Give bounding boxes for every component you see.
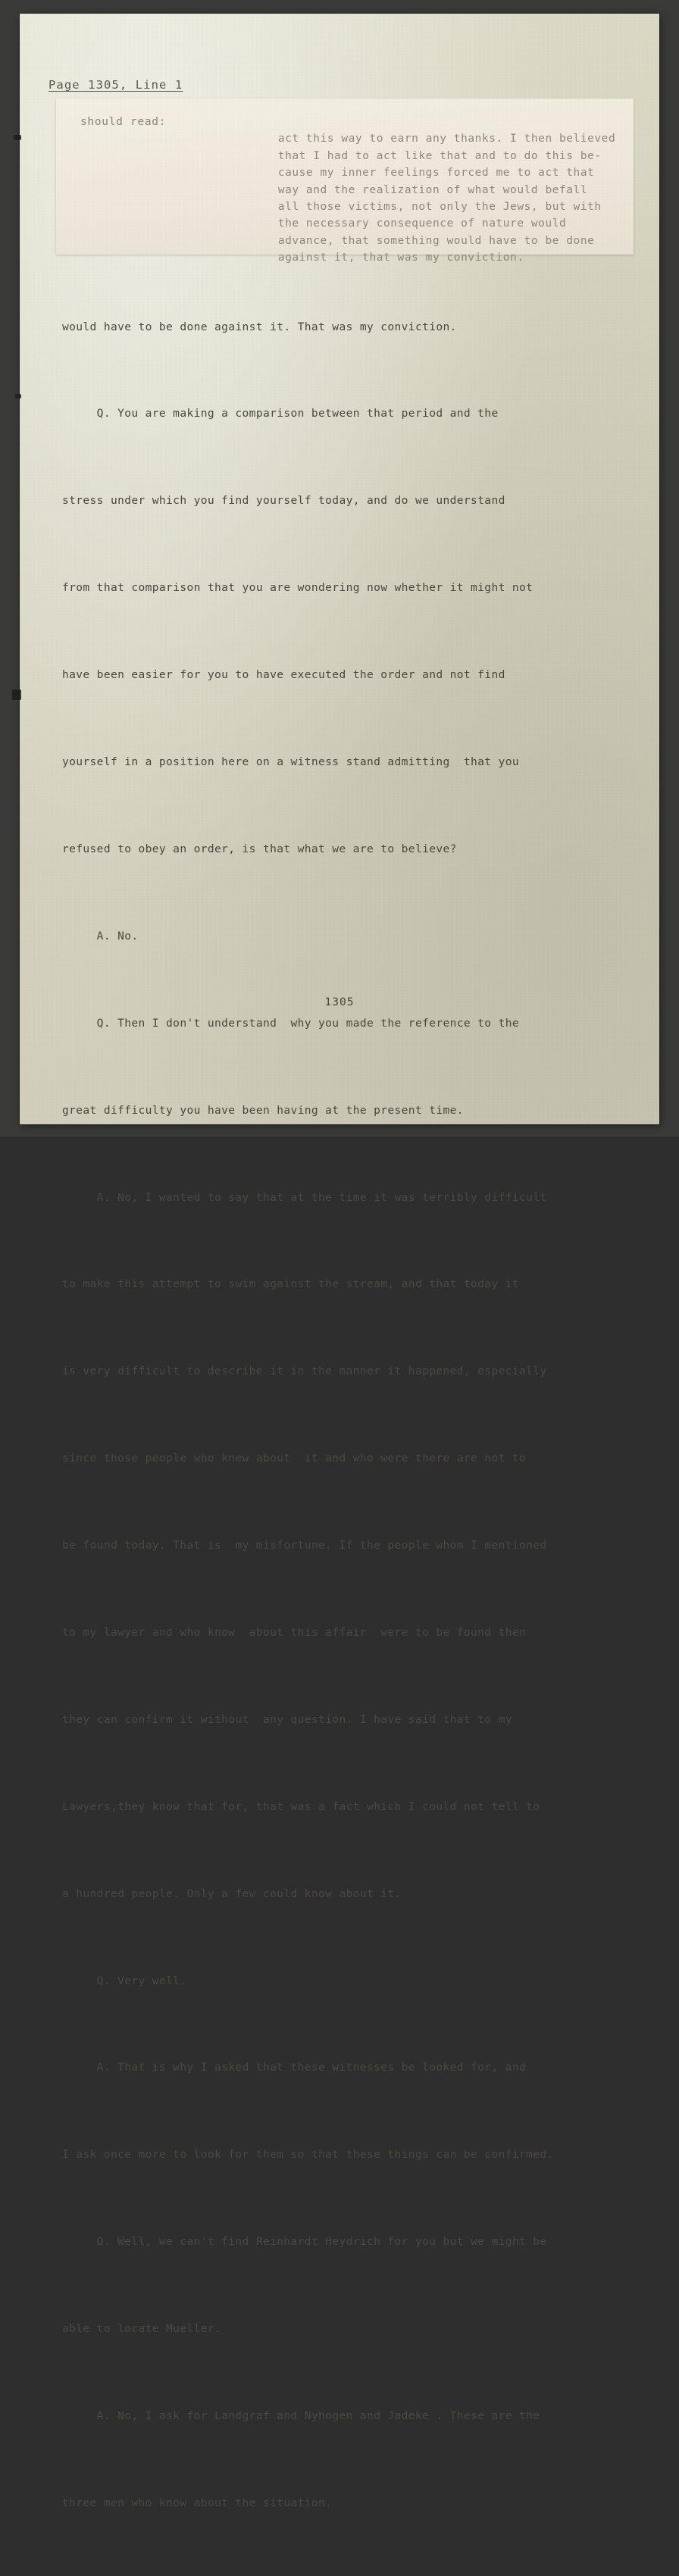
transcript-line: would have to be done against it. That was my conviction. <box>62 320 457 333</box>
page-content <box>20 14 659 2509</box>
transcript-line: Lawyers,they know that for, that was a fact which I could not tell to <box>62 1799 540 1813</box>
transcript-line: A. No. <box>62 929 139 943</box>
binding-mark <box>14 135 21 140</box>
correction-line: act this way to earn any thanks. I then believed <box>277 133 616 145</box>
correction-slip <box>56 98 634 264</box>
transcript-line: stress under which you find yourself today, and do we understand <box>62 494 505 508</box>
page-line-heading: Page 1305, Line 1 <box>48 78 183 92</box>
correction-line: cause my inner feelings forced me to act that <box>277 167 595 180</box>
transcript-line: be found today. That is my misfortune. If the people whom I mentioned <box>62 1539 547 1552</box>
binding-mark <box>12 689 21 700</box>
transcript-line: three men who know about the situation. <box>62 2496 333 2509</box>
transcript-line: Q. Then I don't understand why you made the reference to the <box>62 1016 519 1030</box>
correction-slip-label: should read: <box>80 116 167 128</box>
transcript-line: great difficulty you have been having at the present time. <box>62 1103 464 1117</box>
binding-mark <box>15 394 21 399</box>
correction-line: all those victims, not only the Jews, but with <box>277 201 602 214</box>
correction-line: the necessary consequence of nature would <box>277 217 567 230</box>
transcript-line: Q. Very well. <box>62 1974 187 1987</box>
transcript-line: A. No, I ask for Landgraf and Nyhogen and Jadeke . These are the <box>62 2409 540 2422</box>
correction-line: that I had to act like that and to do this be- <box>277 149 602 162</box>
transcript-line: to my lawyer and who know about this affair were to be found then <box>62 1625 527 1639</box>
transcript-line: Q. You are making a comparison between that period and the <box>62 407 499 420</box>
transcript-line: is very difficult to describe it in the manner it happened, especially <box>62 1365 547 1378</box>
correction-line: against it, that was my conviction. <box>277 252 524 264</box>
transcript-line: since those people who knew about it and who were there are not to <box>62 1452 527 1465</box>
transcript-line: able to locate Mueller. <box>62 2322 222 2336</box>
transcript-body <box>62 255 608 2576</box>
correction-line: way and the realization of what would befall <box>277 183 588 196</box>
transcript-line: have been easier for you to have executed the order and not find <box>62 668 505 682</box>
transcript-line: from that comparison that you are wondering now whether it might not <box>62 581 534 595</box>
transcript-line: a hundred people. Only a few could know about it. <box>62 1887 402 1900</box>
transcript-line: A. That is why I asked that these witnesses be looked for, and <box>62 2061 527 2074</box>
scanned-page <box>20 14 659 2509</box>
transcript-line: I ask once more to look for them so that these things can be confirmed. <box>62 2148 554 2162</box>
page-number: 1305 <box>324 996 355 1008</box>
transcript-line: to make this attempt to swim against the stream, and that today it <box>62 1277 519 1291</box>
correction-line: advance, that something would have to be done <box>277 234 595 247</box>
transcript-line: A. No, I wanted to say that at the time it was terribly difficult <box>62 1190 547 1204</box>
transcript-line: they can confirm it without any question. I have said that to my <box>62 1712 512 1726</box>
transcript-line: yourself in a position here on a witness stand admitting that you <box>62 755 519 769</box>
transcript-line: refused to obey an order, is that what we are to believe? <box>62 842 457 855</box>
transcript-line: Q. Well, we can't find Reinhardt Heydrich for you but we might be <box>62 2235 547 2249</box>
